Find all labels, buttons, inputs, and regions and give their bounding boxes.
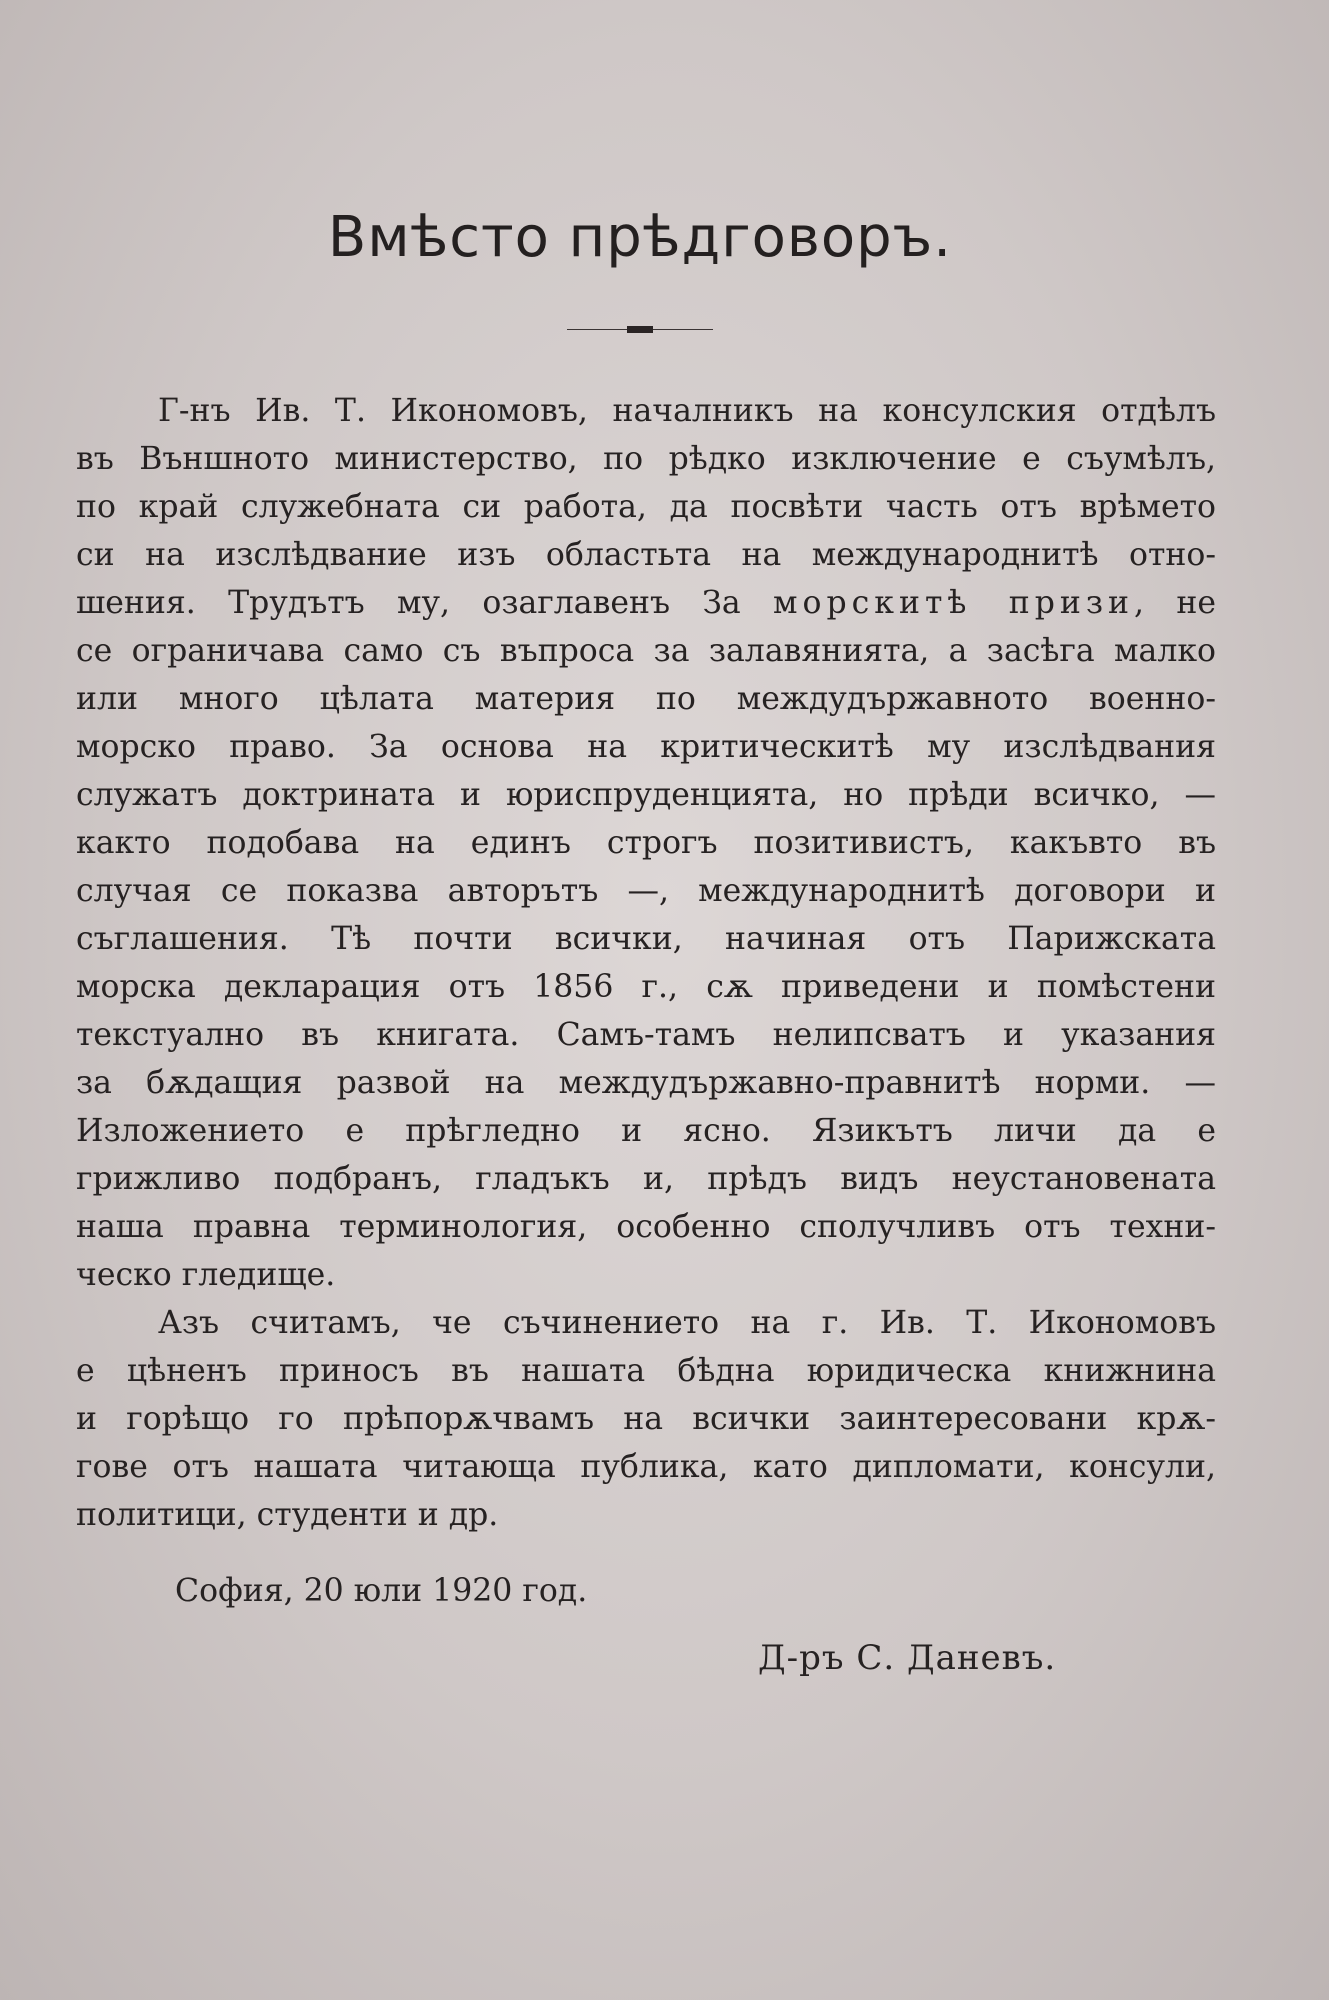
text-line-with-emphasis: шения. Трудътъ му, озаглавенъ За морскитѣ призи, не <box>76 585 1216 621</box>
title-ornament-divider <box>567 326 713 334</box>
emphasized-title: морскитѣ призи <box>773 585 1135 621</box>
text-line: съглашения. Тѣ почти всички, начиная отъ Парижската <box>76 921 1216 957</box>
text-line: е цѣненъ приносъ въ нашата бѣдна юридическа книжнина <box>76 1353 1216 1389</box>
text-line: морска декларация отъ 1856 г., сѫ приведени и помѣстени <box>76 969 1216 1005</box>
text-line: Изложението е прѣгледно и ясно. Язикътъ личи да е <box>76 1113 1216 1149</box>
text-line: въ Външното министерство, по рѣдко изключение е съумѣлъ, <box>76 441 1216 477</box>
place-and-date: София, 20 юли 1920 год. <box>175 1573 588 1609</box>
text-line: си на изслѣдвание изъ областьта на международнитѣ отно- <box>76 537 1216 573</box>
text-line: текстуално въ книгата. Самъ-тамъ нелипсватъ и указания <box>76 1017 1216 1053</box>
text-line: и горѣщо го прѣпорѫчвамъ на всички заинтересовани крѫ- <box>76 1401 1216 1437</box>
text-line: наша правна терминология, особенно сполучливъ отъ техни- <box>76 1209 1216 1245</box>
text-line: ческо гледище. <box>76 1257 336 1293</box>
text-line: Г-нъ Ив. Т. Икономовъ, началникъ на консулския отдѣлъ <box>158 393 1216 429</box>
text-line: случая се показва авторътъ —, международнитѣ договори и <box>76 873 1216 909</box>
text-line: се ограничава само съ въпроса за залавянията, а засѣга малко <box>76 633 1216 669</box>
author-signature: Д-ръ С. Даневъ. <box>758 1638 1057 1678</box>
text-line: по край служебната си работа, да посвѣти часть отъ врѣмето <box>76 489 1216 525</box>
paragraph-2 <box>76 1299 1216 1539</box>
text-line: гове отъ нашата читающа публика, като дипломати, консули, <box>76 1449 1216 1485</box>
ornament-bar <box>627 326 653 333</box>
text-line: политици, студенти и др. <box>76 1497 499 1533</box>
text-line: както подобава на единъ строгъ позитивистъ, какъвто въ <box>76 825 1216 861</box>
paragraph-1 <box>76 387 1216 1299</box>
preface-body <box>76 387 1216 1539</box>
text-line: или много цѣлата материя по междудържавното военно- <box>76 681 1216 717</box>
page-title: Вмѣсто прѣдговоръ. <box>327 205 953 270</box>
text-line: служатъ доктрината и юриспруденцията, но прѣди всичко, — <box>76 777 1216 813</box>
text-line: за бѫдащия развой на междудържавно-правнитѣ норми. — <box>76 1065 1216 1101</box>
text-line: морско право. За основа на критическитѣ му изслѣдвания <box>76 729 1216 765</box>
text-line: Азъ считамъ, че съчинението на г. Ив. Т. Икономовъ <box>158 1305 1216 1341</box>
text-line: грижливо подбранъ, гладъкъ и, прѣдъ видъ неустановената <box>76 1161 1216 1197</box>
